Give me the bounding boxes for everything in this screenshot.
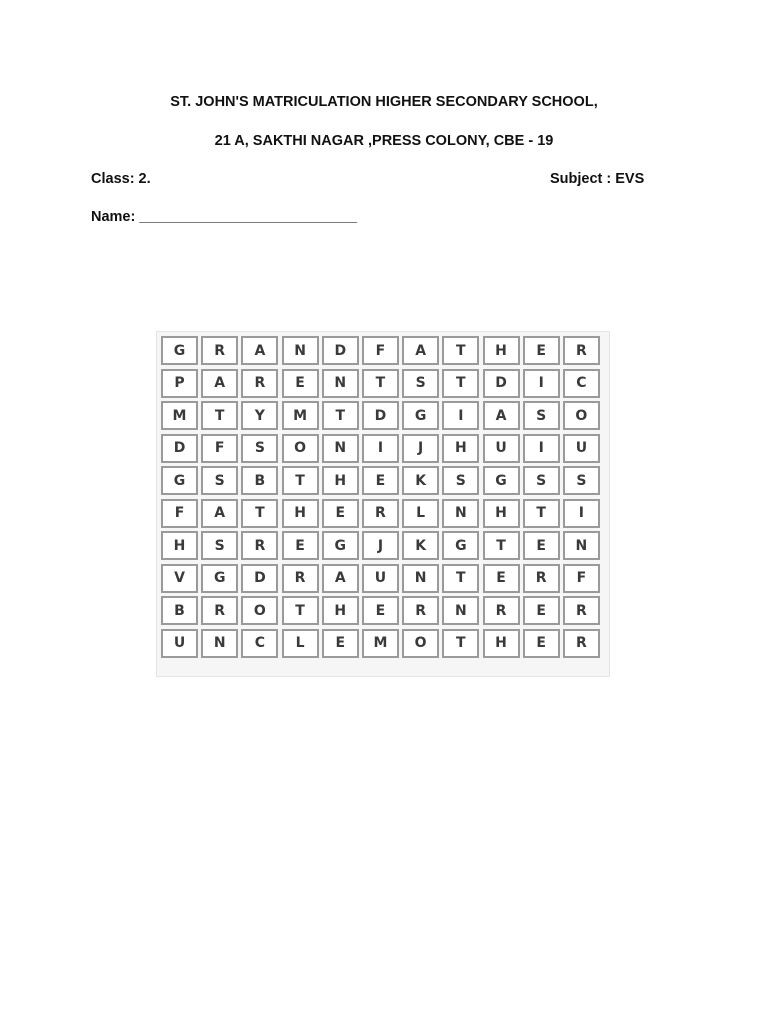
grid-cell: M — [282, 401, 319, 430]
grid-cell: E — [523, 596, 560, 625]
grid-cell: J — [402, 434, 439, 463]
grid-cell: R — [362, 499, 399, 528]
grid-cell: U — [483, 434, 520, 463]
grid-cell: M — [161, 401, 198, 430]
grid-cell: N — [282, 336, 319, 365]
grid-cell: H — [322, 466, 359, 495]
grid-cell: E — [362, 596, 399, 625]
grid-cell: S — [442, 466, 479, 495]
grid-cell: A — [322, 564, 359, 593]
grid-cell: E — [523, 629, 560, 658]
grid-cell: B — [161, 596, 198, 625]
grid-cell: S — [241, 434, 278, 463]
grid-cell: T — [442, 629, 479, 658]
grid-cell: T — [322, 401, 359, 430]
grid-cell: G — [201, 564, 238, 593]
grid-cell: R — [201, 596, 238, 625]
grid-cell: E — [282, 531, 319, 560]
grid-cell: B — [241, 466, 278, 495]
grid-cell: H — [483, 336, 520, 365]
grid-cell: G — [483, 466, 520, 495]
grid-cell: C — [563, 369, 600, 398]
grid-cell: R — [282, 564, 319, 593]
grid-cell: A — [483, 401, 520, 430]
grid-cell: L — [282, 629, 319, 658]
grid-cell: T — [241, 499, 278, 528]
grid-cell: P — [161, 369, 198, 398]
grid-cell: T — [201, 401, 238, 430]
grid-cell: H — [483, 499, 520, 528]
grid-cell: S — [523, 401, 560, 430]
grid-cell: H — [442, 434, 479, 463]
grid-cell: U — [161, 629, 198, 658]
grid-cell: N — [442, 499, 479, 528]
class-label: Class: 2. — [91, 171, 151, 187]
school-name: ST. JOHN'S MATRICULATION HIGHER SECONDARY SCHOOL, — [170, 94, 598, 110]
grid-cell: N — [442, 596, 479, 625]
grid-cell: D — [483, 369, 520, 398]
grid-cell: A — [402, 336, 439, 365]
grid-cell: I — [563, 499, 600, 528]
grid-cell: D — [241, 564, 278, 593]
grid-cell: O — [402, 629, 439, 658]
grid-cell: T — [282, 596, 319, 625]
grid-cell: R — [241, 531, 278, 560]
grid-cell: U — [563, 434, 600, 463]
grid-cell: T — [442, 369, 479, 398]
grid-cell: H — [161, 531, 198, 560]
grid-cell: T — [282, 466, 319, 495]
grid-cell: H — [483, 629, 520, 658]
grid-cell: S — [201, 466, 238, 495]
word-search-puzzle — [156, 331, 610, 677]
grid-cell: D — [322, 336, 359, 365]
grid-cell: O — [563, 401, 600, 430]
grid-cell: K — [402, 531, 439, 560]
grid-cell: K — [402, 466, 439, 495]
grid-cell: G — [402, 401, 439, 430]
grid-cell: N — [402, 564, 439, 593]
grid-cell: N — [322, 434, 359, 463]
grid-cell: S — [201, 531, 238, 560]
grid-cell: V — [161, 564, 198, 593]
grid-cell: A — [241, 336, 278, 365]
grid-cell: E — [523, 531, 560, 560]
subject-label: Subject : EVS — [550, 171, 645, 187]
grid-cell: D — [362, 401, 399, 430]
grid-cell: E — [362, 466, 399, 495]
grid-cell: R — [523, 564, 560, 593]
grid-cell: L — [402, 499, 439, 528]
grid-cell: S — [563, 466, 600, 495]
grid-cell: T — [523, 499, 560, 528]
grid-cell: E — [322, 499, 359, 528]
grid-cell: U — [362, 564, 399, 593]
grid-cell: I — [362, 434, 399, 463]
grid-cell: R — [563, 629, 600, 658]
grid-cell: E — [322, 629, 359, 658]
grid-cell: I — [523, 434, 560, 463]
name-field-label: Name: ___________________________ — [91, 209, 358, 225]
grid-cell: R — [563, 336, 600, 365]
grid-cell: T — [483, 531, 520, 560]
grid-cell: O — [241, 596, 278, 625]
grid-cell: J — [362, 531, 399, 560]
word-search-grid — [161, 336, 600, 658]
grid-cell: A — [201, 499, 238, 528]
grid-cell: R — [201, 336, 238, 365]
grid-cell: E — [282, 369, 319, 398]
grid-cell: F — [362, 336, 399, 365]
grid-cell: S — [402, 369, 439, 398]
grid-cell: N — [322, 369, 359, 398]
grid-cell: G — [442, 531, 479, 560]
grid-cell: T — [442, 564, 479, 593]
grid-cell: I — [523, 369, 560, 398]
grid-cell: G — [161, 466, 198, 495]
grid-cell: H — [322, 596, 359, 625]
grid-cell: N — [563, 531, 600, 560]
grid-cell: F — [201, 434, 238, 463]
grid-cell: T — [362, 369, 399, 398]
grid-cell: T — [442, 336, 479, 365]
grid-cell: R — [241, 369, 278, 398]
grid-cell: I — [442, 401, 479, 430]
grid-cell: A — [201, 369, 238, 398]
grid-cell: D — [161, 434, 198, 463]
grid-cell: E — [523, 336, 560, 365]
grid-cell: C — [241, 629, 278, 658]
grid-cell: N — [201, 629, 238, 658]
grid-cell: F — [161, 499, 198, 528]
grid-cell: G — [161, 336, 198, 365]
school-address: 21 A, SAKTHI NAGAR ,PRESS COLONY, CBE - 19 — [214, 133, 554, 149]
grid-cell: R — [563, 596, 600, 625]
grid-cell: S — [523, 466, 560, 495]
grid-cell: G — [322, 531, 359, 560]
grid-cell: R — [402, 596, 439, 625]
grid-cell: F — [563, 564, 600, 593]
grid-cell: Y — [241, 401, 278, 430]
grid-cell: O — [282, 434, 319, 463]
grid-cell: R — [483, 596, 520, 625]
grid-cell: H — [282, 499, 319, 528]
grid-cell: E — [483, 564, 520, 593]
grid-cell: M — [362, 629, 399, 658]
